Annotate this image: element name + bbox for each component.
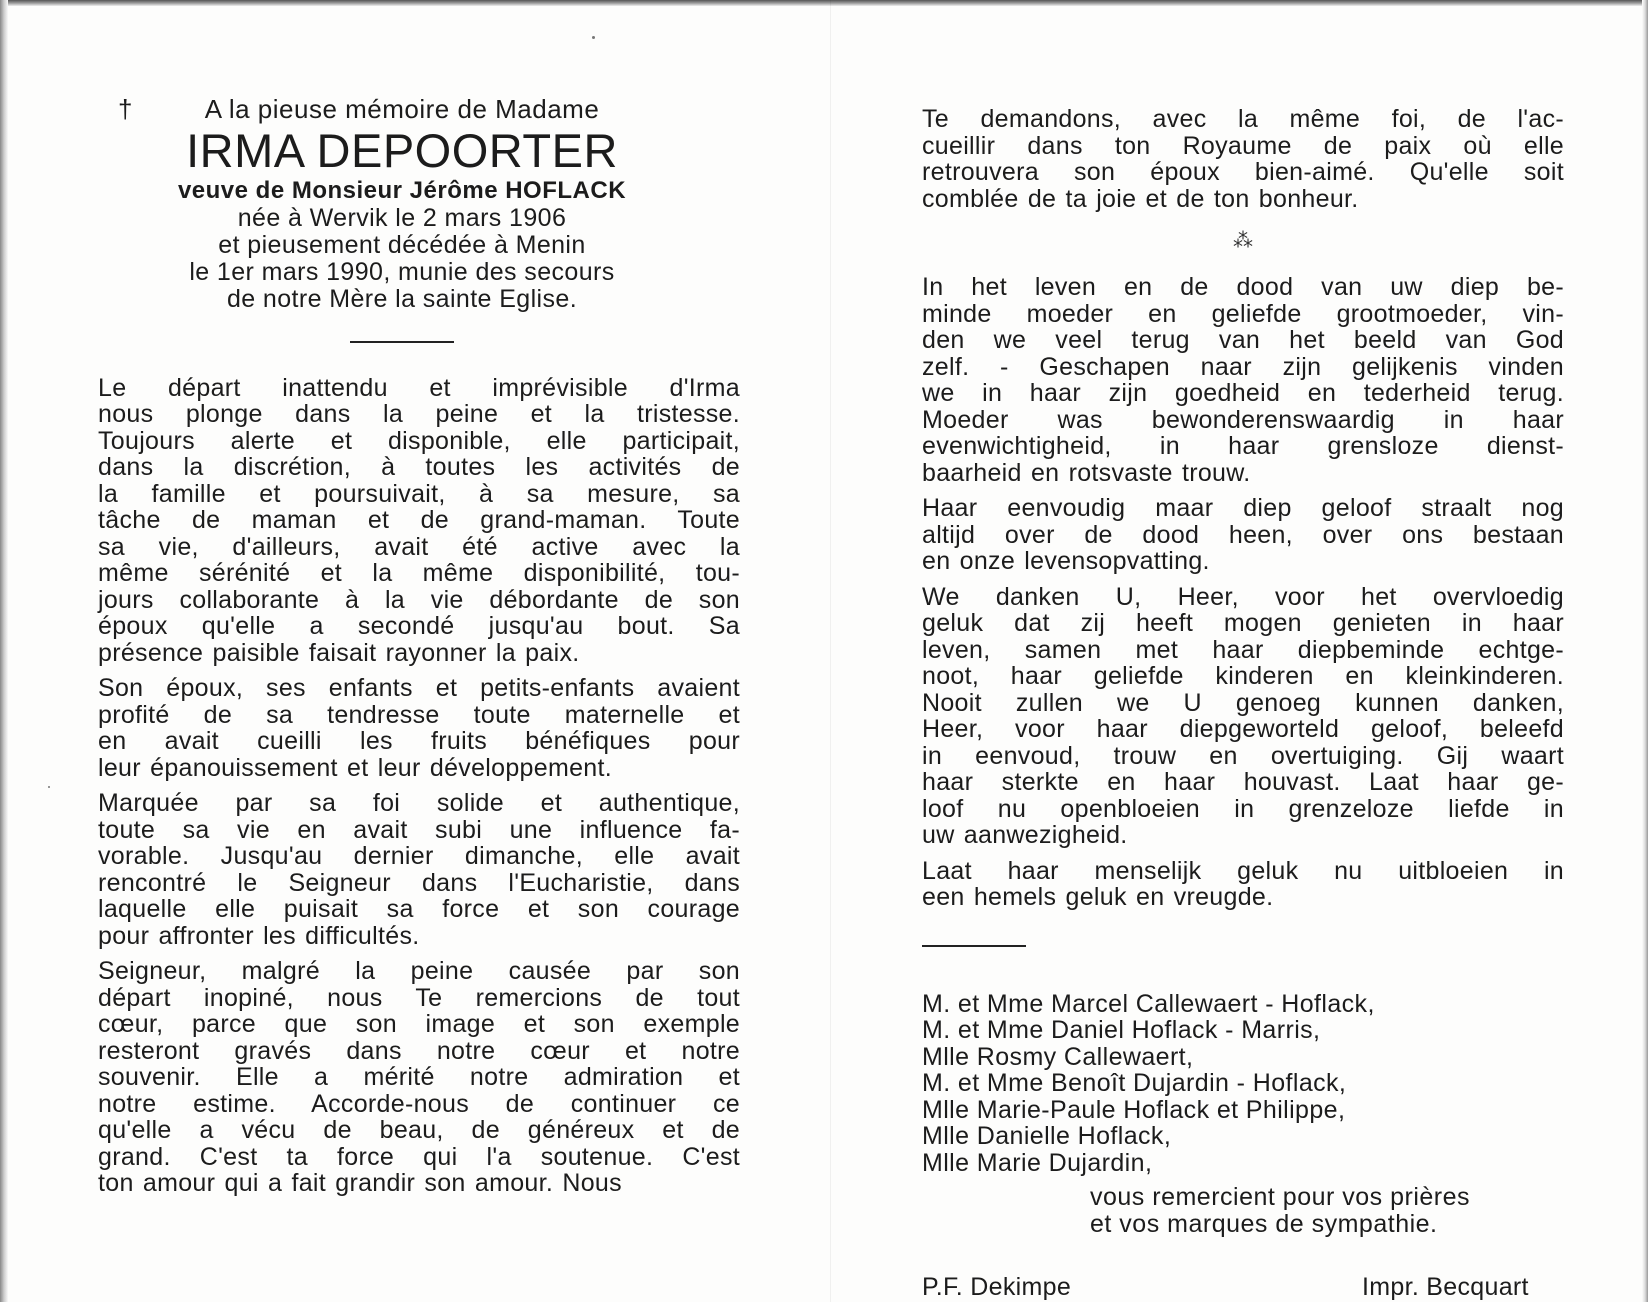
text-line: evenwichtigheid, in haar grensloze dienst-: [922, 432, 1564, 460]
text-line: Son époux, ses enfants et petits-enfants avaient: [98, 674, 740, 702]
print-speck: [48, 786, 50, 788]
paragraph: [922, 858, 1564, 911]
text-line: zelf. - Geschapen naar zijn gelijkenis vinden: [922, 352, 1564, 381]
text-line: profité de sa tendresse toute maternelle et: [98, 700, 740, 729]
paragraph: [922, 274, 1564, 486]
deceased-name: IRMA DEPOORTER: [186, 123, 618, 177]
text-line: la famille et poursuivait, à sa mesure, sa: [98, 479, 740, 508]
paragraph: [98, 675, 740, 781]
text-line: cœur, parce que son image et son exemple: [98, 1010, 740, 1038]
text-line: nous plonge dans la peine et la tristesse.: [98, 400, 740, 428]
text-line: resteront gravés dans notre cœur et notre: [98, 1036, 740, 1065]
text-line: cueillir dans ton Royaume de paix où elle: [922, 131, 1564, 160]
text-line: een hemels geluk en vreugde.: [922, 883, 1274, 911]
left-body-text: [98, 375, 740, 1197]
family-member: M. et Mme Benoît Dujardin - Hoflack,: [922, 1069, 1347, 1097]
text-line: époux qu'elle a secondé jusqu'au bout. Sa: [98, 612, 740, 640]
family-member: Mlle Danielle Hoflack,: [922, 1122, 1172, 1150]
widow-of-line: veuve de Monsieur Jérôme HOFLACK: [177, 176, 627, 204]
text-line: souvenir. Elle a mérité notre admiration et: [98, 1063, 740, 1091]
text-line: Te demandons, avec la même foi, de l'ac-: [922, 105, 1564, 133]
text-line: Marquée par sa foi solide et authentique,: [98, 789, 740, 817]
thanks-message: [1090, 1184, 1564, 1237]
text-line: we in haar zijn goedheid en tederheid terug.: [922, 379, 1564, 407]
birth-death-info: [122, 205, 682, 313]
text-line: geluk dat zij heeft mogen genieten in haar: [922, 609, 1564, 637]
text-line: grand. C'est ta force qui l'a soutenue. C'est: [98, 1142, 740, 1171]
text-line: uw aanwezigheid.: [922, 821, 1128, 849]
text-line: présence paisible faisait rayonner la paix.: [98, 638, 580, 667]
text-line: en avait cueilli les fruits bénéfiques pour: [98, 727, 740, 755]
text-line: noot, haar geliefde kinderen en kleinkinderen.: [922, 662, 1564, 690]
family-member: Mlle Marie-Paule Hoflack et Philippe,: [922, 1095, 1346, 1124]
text-line: We danken U, Heer, voor het overvloedig: [922, 582, 1564, 611]
text-line: Heer, voor haar diepgeworteld geloof, beleefd: [922, 715, 1564, 743]
dutch-body-text: [922, 274, 1564, 911]
family-member: M. et Mme Daniel Hoflack - Marris,: [922, 1016, 1321, 1044]
asterism-separator-icon: ⁂: [1233, 230, 1253, 252]
header-intro: A la pieuse mémoire de Madame: [204, 94, 600, 124]
header-intro-line: [118, 94, 682, 124]
thanks-line: vous remercient pour vos prières: [1090, 1183, 1471, 1211]
header-divider: [350, 341, 454, 343]
card-top-edge: [0, 0, 1648, 6]
card-left-edge: [0, 0, 8, 1302]
text-line: Haar eenvoudig maar diep geloof straalt nog: [922, 494, 1564, 522]
info-line: de notre Mère la sainte Eglise.: [226, 284, 578, 313]
text-line: comblée de ta joie et de ton bonheur.: [922, 184, 1359, 213]
info-line: née à Wervik le 2 mars 1906: [237, 203, 567, 232]
card-fold-line: [830, 0, 831, 1302]
text-line: Moeder was bewonderenswaardig in haar: [922, 405, 1564, 434]
text-line: pour affronter les difficultés.: [98, 921, 420, 950]
text-line: minde moeder en geliefde grootmoeder, vin-: [922, 299, 1564, 328]
text-line: tâche de maman et de grand-maman. Toute: [98, 506, 740, 534]
text-line: départ inopiné, nous Te remercions de tout: [98, 983, 740, 1012]
text-line: notre estime. Accorde-nous de continuer ce: [98, 1089, 740, 1118]
text-line: den we veel terug van het beeld van God: [922, 326, 1564, 354]
text-line: Le départ inattendu et imprévisible d'Irma: [98, 373, 740, 402]
family-divider: [922, 945, 1026, 947]
family-member: Mlle Rosmy Callewaert,: [922, 1042, 1194, 1071]
thanks-line: et vos marques de sympathie.: [1090, 1209, 1438, 1238]
info-line: et pieusement décédée à Menin: [218, 230, 586, 259]
funeral-director-credit: P.F. Dekimpe: [922, 1273, 1072, 1301]
memorial-header: [118, 94, 682, 343]
text-line: jours collaborante à la vie débordante de son: [98, 585, 740, 614]
text-line: ton amour qui a fait grandir son amour. Nous: [98, 1169, 622, 1197]
text-line: Toujours alerte et disponible, elle participait,: [98, 426, 740, 455]
french-prayer-continuation: [922, 106, 1564, 212]
text-line: Seigneur, malgré la peine causée par son: [98, 957, 740, 985]
text-line: Laat haar menselijk geluk nu uitbloeien in: [922, 856, 1564, 885]
info-line: le 1er mars 1990, munie des secours: [189, 257, 615, 286]
text-line: dans la discrétion, à toutes les activités de: [98, 453, 740, 481]
text-line: Nooit zullen we U genoeg kunnen danken,: [922, 688, 1564, 717]
text-line: loof nu openbloeien in grenzeloze liefde in: [922, 794, 1564, 823]
text-line: in eenvoud, trouw en overtuiging. Gij waart: [922, 741, 1564, 770]
text-line: même sérénité et la même disponibilité, tou-: [98, 559, 740, 587]
paragraph: [98, 958, 740, 1197]
text-line: haar sterkte en haar houvast. Laat haar ge-: [922, 768, 1564, 796]
family-member: M. et Mme Marcel Callewaert - Hoflack,: [922, 989, 1375, 1018]
text-line: vorable. Jusqu'au dernier dimanche, elle avait: [98, 842, 740, 870]
cross-icon: †: [118, 94, 133, 124]
text-line: laquelle elle puisait sa force et son courage: [98, 895, 740, 923]
paragraph: [98, 790, 740, 949]
card-right-edge: [1642, 0, 1648, 1302]
text-line: rencontré le Seigneur dans l'Eucharistie, dans: [98, 868, 740, 897]
paragraph: [922, 584, 1564, 849]
text-line: qu'elle a vécu de beau, de généreux et de: [98, 1116, 740, 1144]
family-list: [922, 991, 1564, 1177]
right-page: [922, 106, 1564, 1237]
text-line: toute sa vie en avait subi une influence fa-: [98, 815, 740, 844]
text-line: baarheid en rotsvaste trouw.: [922, 458, 1251, 487]
printer-credit: Impr. Becquart: [1362, 1273, 1529, 1301]
family-member: Mlle Marie Dujardin,: [922, 1148, 1153, 1177]
paragraph: [98, 375, 740, 667]
paragraph: [922, 495, 1564, 575]
text-line: leven, samen met haar diepbeminde echtge-: [922, 635, 1564, 664]
text-line: altijd over de dood heen, over ons bestaan: [922, 520, 1564, 549]
text-line: leur épanouissement et leur développement.: [98, 753, 612, 782]
text-line: sa vie, d'ailleurs, avait été active avec la: [98, 532, 740, 561]
text-line: retrouvera son époux bien-aimé. Qu'elle soit: [922, 158, 1564, 186]
left-page: [98, 96, 740, 1206]
print-speck: [592, 36, 595, 39]
text-line: en onze levensopvatting.: [922, 547, 1210, 575]
text-line: In het leven en de dood van uw diep be-: [922, 273, 1564, 301]
